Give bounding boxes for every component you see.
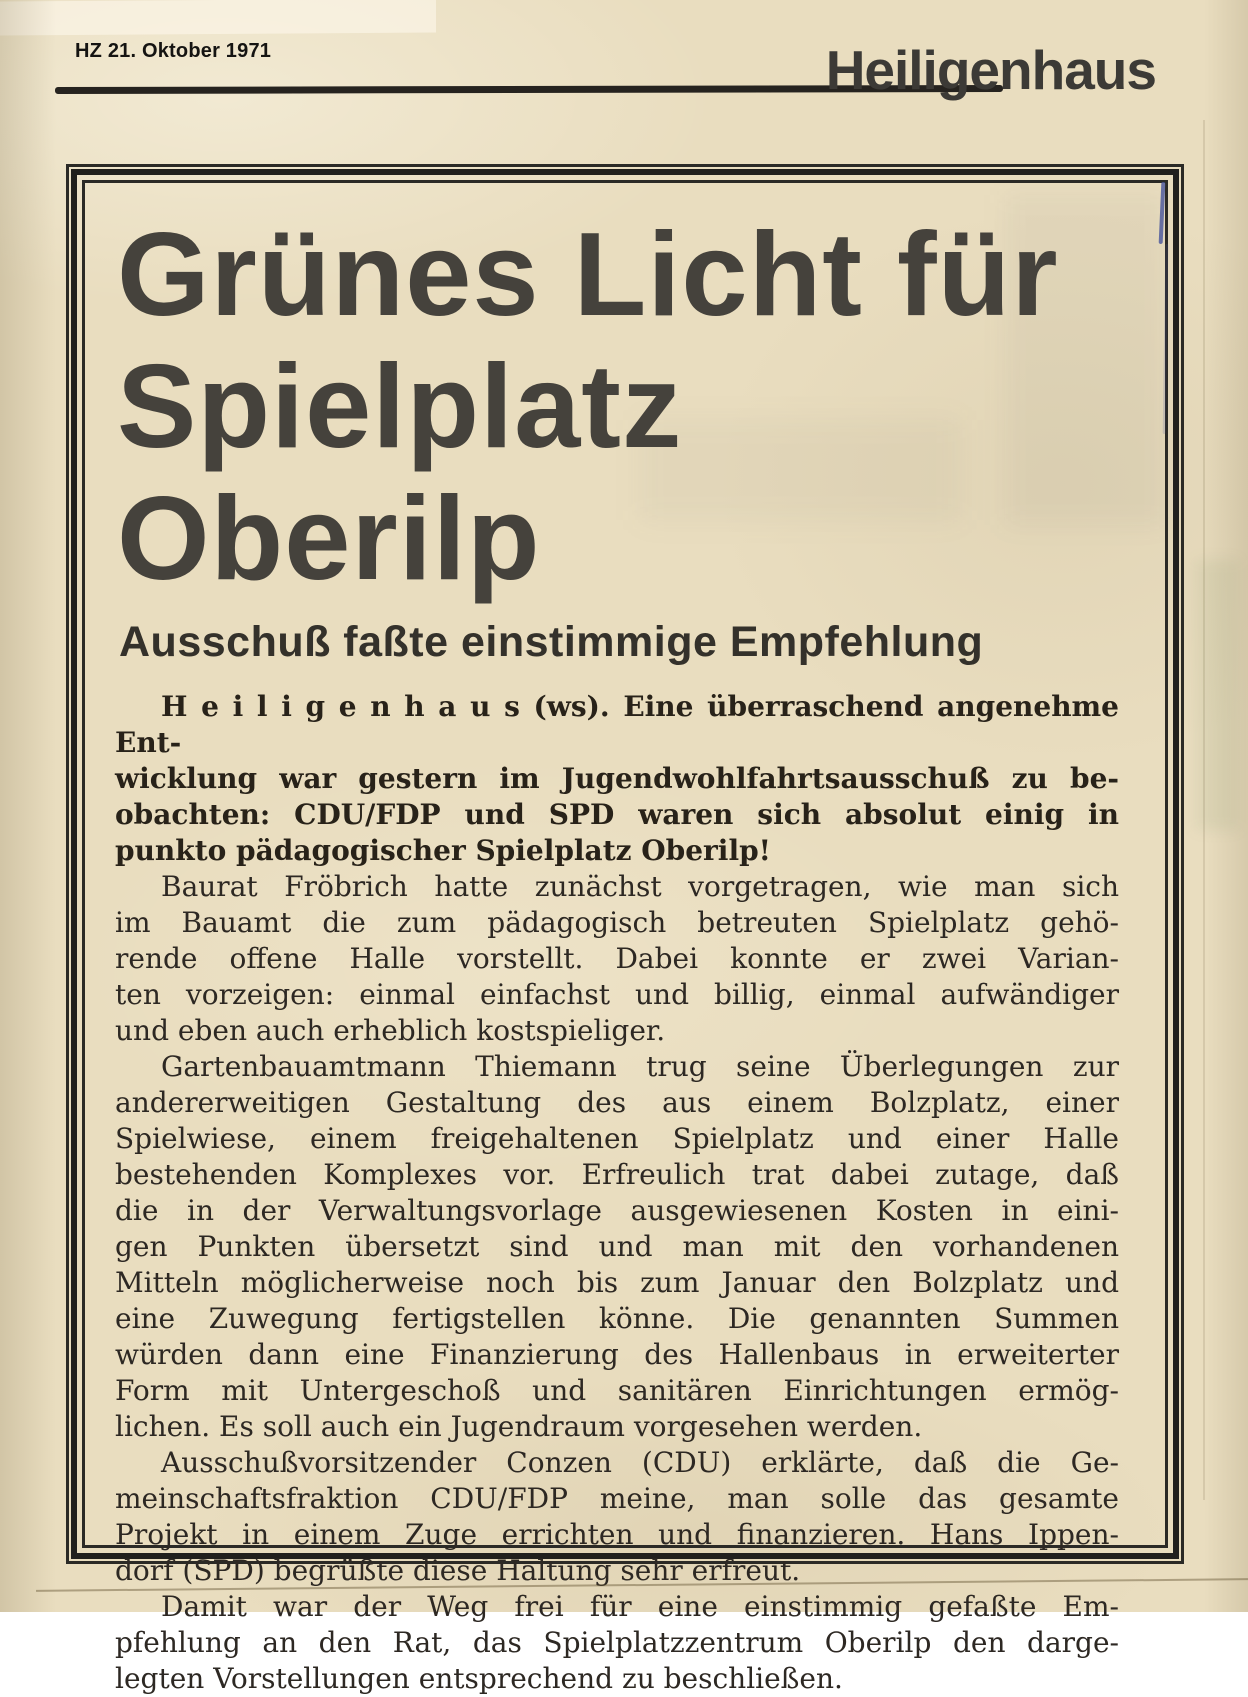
print-bleedthrough <box>1196 560 1238 830</box>
body-line: Mitteln möglicherweise noch bis zum Januar den Bolzplatz und <box>115 1266 1119 1299</box>
body-line: Ausschußvorsitzender Conzen (CDU) erklärte, daß die Ge- <box>161 1446 1119 1479</box>
body-line: Baurat Fröbrich hatte zunächst vorgetragen, wie man sich <box>161 870 1119 903</box>
body-line: Spielwiese, einem freigehaltenen Spielplatz und einer Halle <box>115 1122 1119 1155</box>
body-paragraph <box>115 1049 1119 1445</box>
body-line: gen Punkten übersetzt sind und man mit den vorhandenen <box>115 1230 1119 1263</box>
body-line: die in der Verwaltungsvorlage ausgewiesenen Kosten in eini- <box>115 1194 1119 1227</box>
body-line: Damit war der Weg frei für eine einstimmig gefaßte Em- <box>161 1590 1119 1623</box>
body-line: ten vorzeigen: einmal einfachst und billig, einmal aufwändiger <box>115 978 1119 1011</box>
body-line: Projekt in einem Zuge errichten und finanzieren. Hans Ippen- <box>115 1518 1119 1551</box>
body-line: eine Zuwegung fertigstellen könne. Die genannten Summen <box>115 1302 1119 1335</box>
article-frame-mid-rule <box>71 169 1179 1695</box>
body-line: lichen. Es soll auch ein Jugendraum vorgesehen werden. <box>115 1410 923 1443</box>
body-line: obachten: CDU/FDP und SPD waren sich absolut einig in <box>115 798 1119 831</box>
article-frame-inner-rule <box>82 180 1168 1695</box>
body-line: legten Vorstellungen entsprechend zu beschließen. <box>115 1662 843 1695</box>
body-paragraph <box>115 869 1119 1049</box>
body-paragraph <box>115 1589 1119 1697</box>
article-body <box>101 689 1119 1697</box>
body-line: Form mit Untergeschoß und sanitären Einrichtungen ermög- <box>115 1374 1119 1407</box>
body-line: pfehlung an den Rat, das Spielplatzzentrum Oberilp den darge- <box>115 1626 1119 1659</box>
body-line: H e i l i g e n h a u s (ws). Eine überraschend angenehme Ent- <box>115 690 1119 759</box>
scan-edge-left <box>0 0 56 1612</box>
body-line: rende offene Halle vorstellt. Dabei konnte er zwei Varian- <box>115 942 1119 975</box>
body-line: im Bauamt die zum pädagogisch betreuten Spielplatz gehö- <box>115 906 1119 939</box>
masthead-section-title: Heiligenhaus <box>825 39 1156 101</box>
body-paragraph <box>115 1445 1119 1589</box>
body-line: Gartenbauamtmann Thiemann trug seine Überlegungen zur <box>161 1050 1119 1083</box>
body-line: dorf (SPD) begrüßte diese Haltung sehr erfreut. <box>115 1554 801 1587</box>
body-line: würden dann eine Finanzierung des Hallenbaus in erweiterter <box>115 1338 1119 1371</box>
headline-line-2: Spielplatz Oberilp <box>117 340 683 605</box>
headline-line-1: Grünes Licht für <box>117 208 1059 341</box>
article-headline <box>101 209 1119 605</box>
body-line: andererweitigen Gestaltung des aus einem Bolzplatz, einer <box>115 1086 1119 1119</box>
body-line: bestehenden Komplexes vor. Erfreulich trat dabei zutage, daß <box>115 1158 1119 1191</box>
body-paragraph <box>115 689 1119 869</box>
article-subheadline: Ausschuß faßte einstimmige Empfehlung <box>119 618 984 666</box>
article-frame <box>66 164 1184 1695</box>
masthead-date: HZ 21. Oktober 1971 <box>75 40 272 62</box>
body-line: wicklung war gestern im Jugendwohlfahrtsausschuß zu be- <box>115 762 1119 795</box>
clipping-top-edge <box>0 0 436 36</box>
body-line: meinschaftsfraktion CDU/FDP meine, man solle das gesamte <box>115 1482 1119 1515</box>
body-line: punkto pädagogischer Spielplatz Oberilp! <box>115 834 771 867</box>
body-line: und eben auch erheblich kostspieliger. <box>115 1014 666 1047</box>
